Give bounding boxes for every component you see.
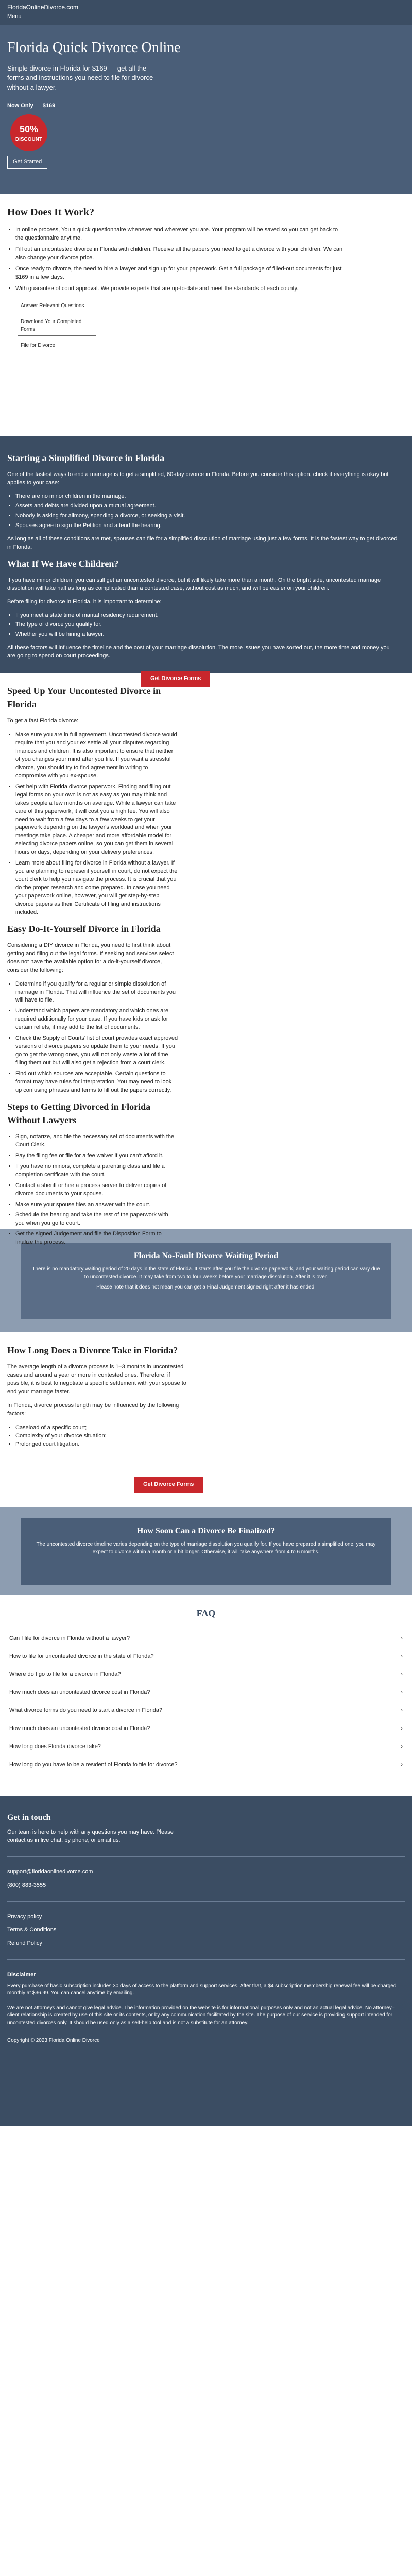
list-item: • Make sure your spouse files an answer with the court. (15, 1201, 178, 1209)
howlong-title: How Long Does a Divorce Take in Florida? (7, 1345, 178, 1355)
how-title: How Does It Work? (7, 207, 95, 218)
waiting-title: Florida No-Fault Divorce Waiting Period (133, 1251, 279, 1260)
diy-title: Easy Do-It-Yourself Divorce in Florida (7, 923, 161, 934)
hero-title: Florida Quick Divorce Online (7, 40, 181, 56)
hero-section (0, 25, 412, 194)
list-item: • Nobody is asking for alimony, spending a divorce, or seeking a visit. (15, 512, 405, 520)
list-item: • Understand which papers are mandatory and which ones are required additionally for your case. If you have kids or ask for certain reliefs, it may add to the list of documents. (15, 1007, 178, 1032)
list-item: • If you meet a state time of marital residency requirement. (15, 612, 405, 620)
footer-intro: Our team is here to help with any questions you may have. Please contact us in live chat, by phone, or email us. (7, 1829, 174, 1844)
list-item: • Caseload of a specific court; (15, 1424, 201, 1432)
list-item: • Check the Supply of Courts' list of court provides exact approved versions of divorce papers so update them to your needs. If you go to get the wrong ones, you will not only waste a lot of time filing them out but will also get a rejection from a court clerk. (15, 1035, 178, 1067)
children-title: What If We Have Children? (7, 558, 119, 569)
speed-intro: To get a fast Florida divorce: (7, 718, 79, 724)
how-list (15, 226, 405, 293)
list-item: • Learn more about filing for divorce in Florida without a lawyer. If you are planning to represent yourself in court, do not expect the court clerk to help you navigate the process. It is crucial that you do the proper research and come prepared. In case you need your paperwork online, however, you will get step-by-step divorce papers as their Certificate of filing and instructions included. (15, 859, 178, 917)
brand-link[interactable]: FloridaOnlineDivorce.com (7, 4, 79, 11)
how-it-works-section (0, 194, 412, 436)
list-item: • Pay the filing fee or file for a fee waiver if you can't afford it. (15, 1152, 178, 1160)
chevron-right-icon: › (401, 1743, 403, 1750)
hero-subtitle: Simple divorce in Florida for $169 — get all the forms and instructions you need to file for divorce without a lawyer. (7, 64, 153, 92)
faq-item[interactable] (7, 1720, 405, 1738)
faq-question: How much does an uncontested divorce cost in Florida? (9, 1725, 150, 1732)
faq-question: Can I file for divorce in Florida without a lawyer? (9, 1635, 130, 1642)
contact-links (7, 1868, 405, 1890)
terms-link[interactable]: Terms & Conditions (7, 1926, 57, 1933)
list-item: • Find out which sources are acceptable. Certain questions to format may have rules for interpretation. You may need to look up confusing phrases and terms to fill out the papers correctly. (15, 1070, 178, 1095)
simplified-divorce-section (0, 436, 412, 682)
faq-question: How to file for uncontested divorce in the state of Florida? (9, 1653, 154, 1660)
footer (0, 1796, 412, 2126)
top-bar (0, 0, 412, 25)
faq-item[interactable] (7, 1630, 405, 1648)
faq-question: How long does Florida divorce take? (9, 1743, 101, 1750)
phone-link[interactable]: (800) 883-3555 (7, 1882, 46, 1888)
footer-title: Get in touch (7, 1813, 51, 1822)
faq-question: How much does an uncontested divorce cost in Florida? (9, 1689, 150, 1696)
email-link[interactable]: support@floridaonlinedivorce.com (7, 1869, 93, 1875)
simplified-title: Starting a Simplified Divorce in Florida (7, 453, 165, 463)
faq-question: What divorce forms do you need to start a divorce in Florida? (9, 1707, 163, 1714)
list-item: • Make sure you are in full agreement. Uncontested divorce would require that you and your ex settle all your disputes regarding finances and children. It is also important to ensure that neither of you changes your mind after you file. If you want a stressful divorce, you should try to find agreement in writing to compromise with you ex-spouse. (15, 731, 178, 781)
list-item: • Determine if you qualify for a regular or simple dissolution of marriage in Florida. That will influence the set of documents you will have to file. (15, 980, 178, 1005)
faq-item[interactable] (7, 1666, 405, 1684)
simplified-p3: If you have minor children, you can still get an uncontested divorce, but it will likely take more than a month. On the bright side, uncontested marriage dissolution will take half as long as complicated than a contested case, without cost as much, and will be easier on your children. (7, 577, 381, 591)
get-started-button[interactable]: Get Started (7, 156, 47, 169)
diy-intro: Considering a DIY divorce in Florida, you need to first think about getting and filing out the legal forms. If seeking and services select does not have the available option for a do-it-yourself divorce, consider the following: (7, 942, 174, 973)
chevron-right-icon: › (401, 1635, 403, 1642)
simplified-p2: As long as all of these conditions are met, spouses can file for a simplified dissolution of marriage using just a few forms. It is the fastest way to get divorced in Florida. (7, 535, 398, 550)
price-now-label: Now Only (7, 103, 33, 109)
discount-badge (10, 114, 47, 151)
guides-section (0, 673, 185, 1246)
how-long-section (0, 1332, 412, 1461)
disclaimer (7, 1971, 399, 2027)
list-item: • Schedule the hearing and take the rest of the paperwork with you when you go to court. (15, 1211, 178, 1228)
chevron-right-icon: › (401, 1761, 403, 1768)
factors-list (15, 1424, 405, 1449)
list-item: • Get the signed Judgement and file the Disposition Form to finalize the process. (15, 1230, 178, 1247)
list-item: • Prolonged court litigation. (15, 1440, 201, 1449)
list-item: • Complexity of your divorce situation; (15, 1432, 201, 1440)
price-now: $169 (42, 103, 56, 109)
faq-item[interactable] (7, 1684, 405, 1702)
speed-list (15, 731, 178, 917)
faq-item[interactable] (7, 1738, 405, 1756)
finalized-title: How Soon Can a Divorce Be Finalized? (136, 1527, 276, 1535)
waiting-p2: Please note that it does not mean you can get a Final Judgement signed right after it has ended. (96, 1284, 316, 1291)
list-item: • In online process, You a quick questionnaire whenever and wherever you are. Your program will be saved so you can get back to the questionnaire anytime. (15, 226, 345, 243)
disclaimer-p2: We are not attorneys and cannot give legal advice. The information provided on the website is for informational purposes only and not an actual legal advice. No attorney–client relationship is created by use of this site or its contents, or by any communication facilitated by the site. The purpose of our service is providing support intended for uncontested divorces only. It should be used only as a self-help tool and is not a substitute for an attorney. (7, 2005, 395, 2026)
list-item: • Get help with Florida divorce paperwork. Finding and filing out legal forms on your own is not as easy as you may think and takes people a few months on average. While a lawyer can take care of this paperwork, it will cost you a high fee. You will also need to wait from a few days to a few weeks to get your paperwork depending on the lawyer's workload and when your meetings take place. A cheaper and more affordable model for selecting divorce papers online, so you can get them in several hours or days, depending on your delivery preferences. (15, 783, 178, 857)
list-item: • Whether you will be hiring a lawyer. (15, 631, 405, 639)
faq-item[interactable] (7, 1756, 405, 1774)
list-item: • The type of divorce you qualify for. (15, 621, 405, 629)
get-divorce-forms-button[interactable]: Get Divorce Forms (141, 671, 210, 687)
faq-question: How long do you have to be a resident of Florida to file for divorce? (9, 1761, 178, 1768)
speed-title: Speed Up Your Uncontested Divorce in Florida (7, 686, 161, 710)
copyright: Copyright © 2023 Florida Online Divorce (7, 2038, 100, 2044)
cta-section (0, 1461, 412, 1507)
chevron-right-icon: › (401, 1653, 403, 1660)
step-download: Download Your Completed Forms (18, 316, 96, 336)
simplified-p1: One of the fastest ways to end a marriage is to get a simplified, 60-day divorce in Florida. Before you consider this option, check if everything is okay but applies to your case: (7, 471, 389, 486)
list-item: • Sign, notarize, and file the necessary set of documents with the Court Clerk. (15, 1133, 178, 1149)
chevron-right-icon: › (401, 1689, 403, 1696)
determine-list (15, 612, 405, 639)
step-answer: Answer Relevant Questions (18, 300, 96, 313)
faq-section (0, 1595, 412, 1796)
simplified-p5: All these factors will influence the timeline and the cost of your marriage dissolution. The more issues you have sorted out, the more time and money you are going to spend on court proceedings. (7, 645, 390, 659)
diy-list (15, 980, 178, 1095)
howlong-p2: In Florida, divorce process length may be influenced by the following factors: (7, 1402, 179, 1417)
list-item: • Fill out an uncontested divorce in Florida with children. Receive all the papers you need to get a divorce with your children. We can also change your divorce price. (15, 246, 345, 262)
divider (7, 1901, 405, 1902)
howlong-p1: The average length of a divorce process is 1–3 months in uncontested cases and around a year or more in contested ones. Therefore, if possible, it is best to negotiate a specific settlement with your spouse to end your marriage faster. (7, 1364, 186, 1395)
chevron-right-icon: › (401, 1707, 403, 1714)
price-row (7, 102, 405, 110)
waiting-period-card (21, 1243, 391, 1319)
faq-item[interactable] (7, 1702, 405, 1720)
simplified-p4: Before filing for divorce in Florida, it is important to determine: (7, 598, 162, 605)
faq-item[interactable] (7, 1648, 405, 1666)
faq-title: FAQ (196, 1608, 216, 1618)
simplified-list (15, 493, 405, 530)
list-item: • Once ready to divorce, the need to hire a lawyer and sign up for your paperwork. Get a full package of filled-out documents for just $169 in a few days. (15, 265, 345, 282)
chevron-right-icon: › (401, 1725, 403, 1732)
menu-button[interactable]: Menu (7, 13, 22, 20)
finalized-card (21, 1518, 391, 1585)
list-item: • With guarantee of court approval. We provide experts that are up-to-date and meet the standards of each county. (15, 285, 345, 293)
list-item: • Assets and debts are divided upon a mutual agreement. (15, 502, 405, 511)
divider (7, 1959, 405, 1960)
badge-percent: 50% (19, 124, 39, 134)
finalized-panel (0, 1507, 412, 1595)
disclaimer-title: Disclaimer (7, 1971, 36, 1978)
list-item: • Spouses agree to sign the Petition and attend the hearing. (15, 522, 405, 530)
policy-links (7, 1913, 405, 1948)
finalized-p1: The uncontested divorce timeline varies depending on the type of marriage dissolution you qualify for. If you have prepared a simplified one, you may expect to divorce within a month or a bit longer. Otherwise, it will take anywhere from 4 to 6 months. (36, 1541, 376, 1555)
waiting-p1: There is no mandatory waiting period of 20 days in the state of Florida. It starts after you file the divorce paperwork, and your waiting period can vary due to uncontested divorce. It may take from two to four weeks before your marriage dissolution. After it is over. (32, 1266, 380, 1280)
steps-title: Steps to Getting Divorced in Florida Without Lawyers (7, 1101, 151, 1125)
disclaimer-p1: Every purchase of basic subscription includes 30 days of access to the platform and support services. After that, a $4 subscription membership renewal fee will be charged monthly at $36.99. You can cancel anytime by emailing. (7, 1982, 397, 1996)
get-divorce-forms-button-2[interactable]: Get Divorce Forms (134, 1477, 203, 1493)
badge-text: DISCOUNT (15, 136, 43, 142)
faq-question: Where do I go to file for a divorce in Florida? (9, 1671, 121, 1677)
chevron-right-icon: › (401, 1671, 403, 1677)
step-file: File for Divorce (18, 340, 96, 352)
refund-policy-link[interactable]: Refund Policy (7, 1940, 42, 1946)
list-item: • If you have no minors, complete a parenting class and file a completion certificate with the court. (15, 1163, 178, 1179)
divider (7, 1856, 405, 1857)
privacy-policy-link[interactable]: Privacy policy (7, 1913, 42, 1920)
list-item: • Contact a sheriff or hire a process server to deliver copies of divorce documents to your spouse. (15, 1182, 178, 1198)
list-item: • There are no minor children in the marriage. (15, 493, 405, 501)
steps-diagram (7, 300, 405, 352)
